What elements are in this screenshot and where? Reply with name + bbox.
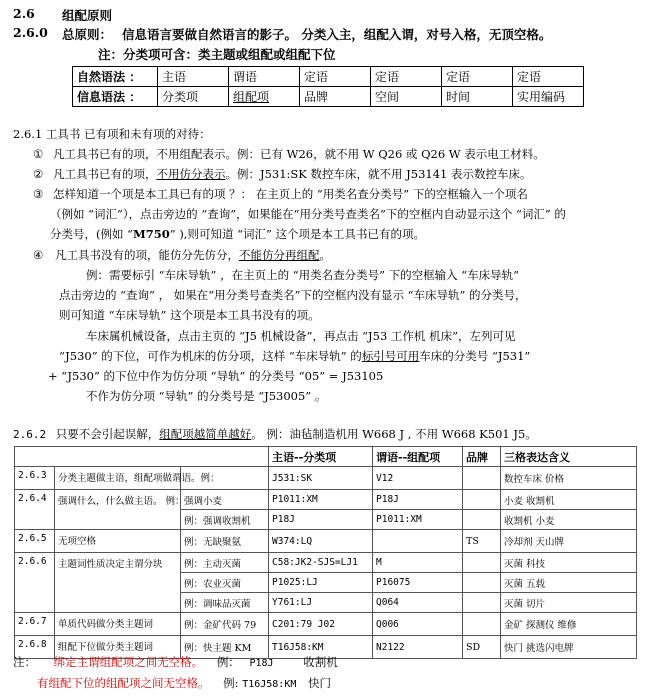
note-tail: 收割机 xyxy=(303,655,338,669)
list-item xyxy=(33,247,331,263)
value-cell xyxy=(463,467,501,490)
value-cell: P18J xyxy=(269,510,373,530)
list-text: 凡工具书已有的项， xyxy=(52,167,157,181)
note-rule-red: 绑定主谓组配项之间无空格。 xyxy=(53,655,204,669)
value-cell: P1025:LJ xyxy=(269,573,373,593)
value-cell: 灭菌 切片 xyxy=(501,593,637,613)
general-label: 总原则： xyxy=(62,27,113,42)
grammar-cell: 定语 xyxy=(300,67,371,87)
list-text: 凡工具书已有的项，不用组配表示。例：已有 W26，就不用 W Q26 或 Q26 W 表示电工材料。 xyxy=(52,147,545,161)
section-cell: 2.6.7 xyxy=(15,613,55,636)
rule-cell: 组配下位做分类主题词 xyxy=(55,636,181,659)
subsection-number: 2.6.2 xyxy=(13,428,47,441)
example-cell: 强调小麦 xyxy=(181,490,269,510)
note-example-label: 例: xyxy=(223,676,239,690)
info-grammar-row xyxy=(73,87,584,107)
example-cell: 例：快主题 KM xyxy=(181,636,269,659)
value-cell: C201:79 J02 xyxy=(269,613,373,636)
list-text: ” ),则可知道 “词汇” 这个项是本工具书已有的项。 xyxy=(169,227,426,241)
list-text-underlined: 不用仿分表示 xyxy=(156,167,226,181)
info-grammar-label: 信息语法 ： xyxy=(73,87,158,107)
value-cell xyxy=(463,593,501,613)
list-marker: ② xyxy=(33,167,44,181)
general-num: 2.6.0 xyxy=(13,25,48,40)
value-cell: W374:LQ xyxy=(269,530,373,553)
note-code: P18J xyxy=(249,658,274,669)
list-text: 分类号，(例如 “ xyxy=(50,227,134,241)
col-header-subject: 主语--分类项 xyxy=(269,447,373,467)
list-text: 。 xyxy=(319,248,331,262)
example-paragraph: 点击旁边的 “查询” ， 如果在“用分类号查类名”下的空框内没有显示 “车床导轨” 的分类号， xyxy=(59,288,527,302)
grammar-cell: 实用编码 xyxy=(513,87,584,107)
example-paragraph: + “J530” 的下位中作为仿分项 “导轨” 的分类号 “05” = J53105 xyxy=(48,369,384,383)
rule-cell: 分类主题做主语，组配项做谓语。例： xyxy=(55,467,181,490)
list-text: 怎样知道一个项是本工具已有的项 ？： 在主页上的 “用类名查分类号” 下的空框输入一个项名 xyxy=(52,187,528,201)
value-cell: P16075 xyxy=(373,573,463,593)
value-cell: P1011:XM xyxy=(373,510,463,530)
example-code: M750 xyxy=(133,227,170,241)
subsection-text: 只要不会引起误解， xyxy=(55,427,160,441)
section-cell: 2.6.4 xyxy=(15,490,55,530)
subsection-261-heading: 2.6.1 工具书 已有项和未有项的对待： xyxy=(13,127,211,141)
section-cell: 2.6.3 xyxy=(15,467,55,490)
rule-cell: 强调什么，什么做主语。 例： xyxy=(55,490,181,530)
header-blank xyxy=(15,447,269,467)
general-text: 信息语言要做自然语言的影子。 分类入主，组配入谓，对号入格，无顶空格。 xyxy=(122,27,552,42)
value-cell: 数控车床 价格 xyxy=(501,467,637,490)
footer-note-line1 xyxy=(13,654,338,670)
natural-grammar-row xyxy=(73,67,584,87)
value-cell: 灭菌 五载 xyxy=(501,573,637,593)
list-text: 。例：J531:SK 数控车床，就不用 J53141 表示数控车床。 xyxy=(225,167,532,181)
section-cell: 2.6.5 xyxy=(15,530,55,553)
value-cell: Q064 xyxy=(373,593,463,613)
example-text-underlined: 标引号可用 xyxy=(361,349,420,363)
example-cell: 例：金矿代码 79 xyxy=(181,613,269,636)
list-text-underlined: 不能仿分再组配 xyxy=(238,248,320,262)
example-cell: 例：无缺聚氨 xyxy=(181,530,269,553)
value-cell: TS xyxy=(463,530,501,553)
grammar-cell: 谓语 xyxy=(229,67,300,87)
value-cell xyxy=(463,573,501,593)
table-row xyxy=(15,467,637,490)
example-paragraph: 例：需要标引 “车床导轨” ，在主页上的 “用类名查分类号” 下的空框输入 “车床导轨” xyxy=(86,268,520,282)
example-paragraph xyxy=(59,348,530,364)
grammar-cell: 时间 xyxy=(442,87,513,107)
example-paragraph: 不作为仿分项 “导轨” 的分类号是 “J53005” 。 xyxy=(86,389,327,403)
example-cell: 例：调味品灭菌 xyxy=(181,593,269,613)
list-marker: ④ xyxy=(33,248,44,262)
note-tail: 快门 xyxy=(308,676,332,690)
grammar-cell: 空间 xyxy=(371,87,442,107)
example-cell: 例：农业灭菌 xyxy=(181,573,269,593)
section-number: 2.6 xyxy=(13,6,35,21)
rule-cell: 单质代码做分类主题词 xyxy=(55,613,181,636)
value-cell: 灭菌 科技 xyxy=(501,553,637,573)
rule-cell: 主题词性质决定主谓分块 xyxy=(55,553,181,613)
classification-note: 注：分类项可含：类主题或组配或组配下位 xyxy=(98,47,336,62)
grammar-cell: 品牌 xyxy=(300,87,371,107)
grammar-cell: 定语 xyxy=(442,67,513,87)
value-cell xyxy=(463,613,501,636)
list-marker: ③ xyxy=(33,187,44,201)
rule-cell: 无项空格 xyxy=(55,530,181,553)
subsection-262 xyxy=(13,426,537,442)
example-paragraph: 则可知道 “车床导轨” 这个项是本工具书没有的项。 xyxy=(59,308,320,322)
note-example-label: 例： xyxy=(216,655,240,669)
value-cell: V12 xyxy=(373,467,463,490)
table-row xyxy=(15,530,637,553)
col-header-brand: 品牌 xyxy=(463,447,501,467)
list-item xyxy=(33,146,545,162)
example-text: “J530” 的下位，可作为机床的仿分项，这样 “车床导轨” 的 xyxy=(59,349,362,363)
value-cell: 冷却剂 天山牌 xyxy=(501,530,637,553)
grammar-cell: 定语 xyxy=(371,67,442,87)
example-paragraph: 车床属机械设备，点击主页的 “J5 机械设备”，再点击 “J53 工作机 机床”，左列可见 xyxy=(86,329,516,343)
value-cell xyxy=(463,510,501,530)
grammar-cell: 组配项 xyxy=(229,87,300,107)
example-cell: 例：强调收割机 xyxy=(181,510,269,530)
subsection-text-underlined: 组配项越简单越好 xyxy=(159,427,252,441)
natural-grammar-label: 自然语法 ： xyxy=(73,67,158,87)
table-row xyxy=(15,613,637,636)
value-cell xyxy=(463,490,501,510)
value-cell: Q006 xyxy=(373,613,463,636)
value-cell: J531:SK xyxy=(269,467,373,490)
example-text: 车床的分类号 “J531” xyxy=(419,349,531,363)
table-row xyxy=(15,553,637,573)
example-cell: 例：主动灭菌 xyxy=(181,553,269,573)
value-cell: M xyxy=(373,553,463,573)
value-cell: 快门 挑选闪电牌 xyxy=(501,636,637,659)
table-row xyxy=(15,490,637,510)
value-cell xyxy=(463,553,501,573)
note-label: 注： xyxy=(13,655,36,669)
col-header-predicate: 谓语--组配项 xyxy=(373,447,463,467)
note-code: T16J58:KM xyxy=(242,679,297,690)
value-cell xyxy=(373,530,463,553)
section-cell: 2.6.8 xyxy=(15,636,55,659)
list-marker: ① xyxy=(33,147,44,161)
list-text: 凡工具书没有的项，能仿分先仿分， xyxy=(54,248,239,262)
section-title: 组配原则 xyxy=(62,8,113,23)
grammar-cell: 分类项 xyxy=(158,87,229,107)
grammar-cell: 主语 xyxy=(158,67,229,87)
subsection-text: 。 例：油毡制造机用 W668 J , 不用 W668 K501 J5。 xyxy=(251,427,537,441)
col-header-meaning: 三格表达含义 xyxy=(501,447,637,467)
value-cell: 小麦 收割机 xyxy=(501,490,637,510)
list-text-continued xyxy=(50,226,425,242)
grammar-table xyxy=(72,66,584,107)
list-item xyxy=(33,186,528,202)
value-cell: N2122 xyxy=(373,636,463,659)
value-cell: C58:JK2-SJS=LJ1 xyxy=(269,553,373,573)
grammar-cell: 定语 xyxy=(513,67,584,87)
value-cell: 金矿 探测仪 维修 xyxy=(501,613,637,636)
table-header-row xyxy=(15,447,637,467)
list-item xyxy=(33,166,532,182)
list-text-continued: （例如 “词汇”），点击旁边的 “查询”，如果能在“用分类号查类名”下的空框内自动显示这个 “词汇” 的 xyxy=(50,207,566,221)
value-cell: P1011:XM xyxy=(269,490,373,510)
value-cell: Y761:LJ xyxy=(269,593,373,613)
value-cell: SD xyxy=(463,636,501,659)
note-rule-red: 有组配下位的组配项之间无空格。 xyxy=(37,676,210,690)
value-cell: P18J xyxy=(373,490,463,510)
footer-note-line2 xyxy=(37,675,331,691)
value-cell: T16J58:KM xyxy=(269,636,373,659)
grouping-table xyxy=(14,446,637,659)
value-cell: 收割机 小麦 xyxy=(501,510,637,530)
section-cell: 2.6.6 xyxy=(15,553,55,613)
